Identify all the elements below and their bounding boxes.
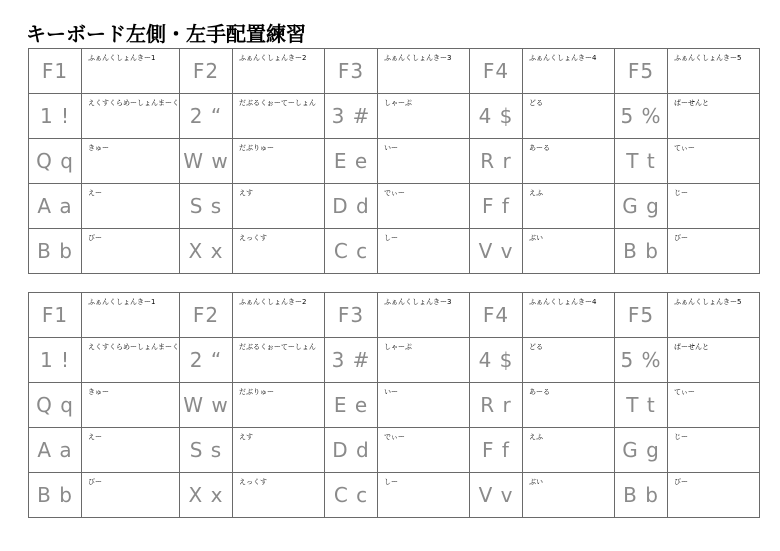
- key-label: R r: [470, 383, 523, 428]
- key-label: S s: [180, 184, 233, 229]
- reading-cell: [233, 428, 325, 473]
- reading-cell: [378, 293, 470, 338]
- reading-cell: [378, 94, 470, 139]
- key-reading: いー: [384, 144, 398, 152]
- reading-cell: [82, 428, 180, 473]
- reading-cell: [233, 184, 325, 229]
- reading-cell: [523, 139, 615, 184]
- key-label: 5 %: [615, 338, 668, 383]
- key-label: E e: [325, 383, 378, 428]
- key-label: A a: [29, 428, 82, 473]
- reading-cell: [378, 49, 470, 94]
- reading-cell: [668, 338, 760, 383]
- key-label: 3 #: [325, 338, 378, 383]
- key-label: B b: [29, 473, 82, 518]
- key-label: V v: [470, 229, 523, 274]
- reading-cell: [233, 139, 325, 184]
- key-reading: てぃー: [674, 388, 695, 396]
- key-label: Q q: [29, 383, 82, 428]
- table-row: [29, 383, 760, 428]
- reading-cell: [378, 338, 470, 383]
- reading-cell: [233, 94, 325, 139]
- reading-cell: [82, 94, 180, 139]
- key-reading: えす: [239, 189, 253, 197]
- reading-cell: [668, 94, 760, 139]
- key-reading: ぱーせんと: [674, 99, 709, 107]
- key-label: W w: [180, 383, 233, 428]
- key-label: F1: [29, 293, 82, 338]
- key-reading: ふぁんくしょんきー2: [239, 54, 307, 62]
- key-reading: でぃー: [384, 433, 405, 441]
- table-row: [29, 139, 760, 184]
- key-label: G g: [615, 428, 668, 473]
- reading-cell: [233, 293, 325, 338]
- key-label: F f: [470, 184, 523, 229]
- reading-cell: [523, 293, 615, 338]
- key-reading: じー: [674, 433, 688, 441]
- key-reading: しー: [384, 234, 398, 242]
- key-reading: しゃーぷ: [384, 99, 412, 107]
- key-reading: ぱーせんと: [674, 343, 709, 351]
- reading-cell: [233, 229, 325, 274]
- key-label: F f: [470, 428, 523, 473]
- reading-cell: [668, 229, 760, 274]
- key-reading: だぶるくぉーてーしょん: [239, 343, 316, 351]
- key-reading: だぶりゅー: [239, 388, 274, 396]
- key-label: 1 !: [29, 338, 82, 383]
- key-reading: あーる: [529, 388, 550, 396]
- table-row: [29, 184, 760, 229]
- key-label: Q q: [29, 139, 82, 184]
- reading-cell: [668, 428, 760, 473]
- key-label: F5: [615, 293, 668, 338]
- key-reading: びー: [88, 234, 102, 242]
- reading-cell: [523, 338, 615, 383]
- key-reading: ふぁんくしょんきー1: [88, 298, 156, 306]
- key-label: F1: [29, 49, 82, 94]
- table-row: [29, 293, 760, 338]
- key-reading: びー: [674, 478, 688, 486]
- key-reading: どる: [529, 343, 543, 351]
- reading-cell: [233, 473, 325, 518]
- key-label: F3: [325, 293, 378, 338]
- key-reading: だぶりゅー: [239, 144, 274, 152]
- key-label: B b: [29, 229, 82, 274]
- key-label: B b: [615, 473, 668, 518]
- key-reading: どる: [529, 99, 543, 107]
- key-reading: でぃー: [384, 189, 405, 197]
- key-label: 2 “: [180, 94, 233, 139]
- key-label: F2: [180, 49, 233, 94]
- key-label: F2: [180, 293, 233, 338]
- table-row: [29, 428, 760, 473]
- key-label: X x: [180, 473, 233, 518]
- key-reading: てぃー: [674, 144, 695, 152]
- key-label: T t: [615, 383, 668, 428]
- key-reading: じー: [674, 189, 688, 197]
- reading-cell: [523, 94, 615, 139]
- key-label: F4: [470, 49, 523, 94]
- key-label: 3 #: [325, 94, 378, 139]
- key-reading: だぶるくぉーてーしょん: [239, 99, 316, 107]
- reading-cell: [82, 229, 180, 274]
- practice-table-2: [28, 292, 760, 518]
- reading-cell: [668, 184, 760, 229]
- reading-cell: [378, 184, 470, 229]
- key-reading: えくすくらめーしょんまーく: [88, 343, 179, 351]
- key-label: X x: [180, 229, 233, 274]
- key-label: W w: [180, 139, 233, 184]
- key-label: D d: [325, 428, 378, 473]
- key-label: 4 $: [470, 338, 523, 383]
- page-title: キーボード左側・左手配置練習: [26, 22, 306, 46]
- key-reading: あーる: [529, 144, 550, 152]
- reading-cell: [523, 184, 615, 229]
- practice-table-1: [28, 48, 760, 274]
- key-reading: びー: [88, 478, 102, 486]
- reading-cell: [233, 49, 325, 94]
- key-reading: しゃーぷ: [384, 343, 412, 351]
- key-reading: えくすくらめーしょんまーく: [88, 99, 179, 107]
- reading-cell: [82, 473, 180, 518]
- key-reading: ふぁんくしょんきー1: [88, 54, 156, 62]
- key-reading: ふぁんくしょんきー4: [529, 54, 597, 62]
- key-reading: えふ: [529, 433, 543, 441]
- reading-cell: [378, 428, 470, 473]
- table-row: [29, 229, 760, 274]
- reading-cell: [82, 139, 180, 184]
- key-label: F4: [470, 293, 523, 338]
- key-reading: きゅー: [88, 388, 109, 396]
- key-label: 5 %: [615, 94, 668, 139]
- key-reading: きゅー: [88, 144, 109, 152]
- key-label: D d: [325, 184, 378, 229]
- reading-cell: [668, 383, 760, 428]
- reading-cell: [233, 338, 325, 383]
- key-reading: びー: [674, 234, 688, 242]
- key-label: F3: [325, 49, 378, 94]
- reading-cell: [523, 428, 615, 473]
- key-reading: えっくす: [239, 478, 267, 486]
- key-reading: ぶい: [529, 234, 543, 242]
- reading-cell: [668, 473, 760, 518]
- reading-cell: [233, 383, 325, 428]
- key-label: 4 $: [470, 94, 523, 139]
- key-label: G g: [615, 184, 668, 229]
- key-label: C c: [325, 473, 378, 518]
- key-reading: ぶい: [529, 478, 543, 486]
- reading-cell: [523, 229, 615, 274]
- reading-cell: [82, 293, 180, 338]
- key-label: 1 !: [29, 94, 82, 139]
- reading-cell: [378, 229, 470, 274]
- reading-cell: [523, 383, 615, 428]
- reading-cell: [82, 49, 180, 94]
- key-reading: いー: [384, 388, 398, 396]
- key-label: F5: [615, 49, 668, 94]
- reading-cell: [378, 473, 470, 518]
- key-label: S s: [180, 428, 233, 473]
- key-label: T t: [615, 139, 668, 184]
- key-label: R r: [470, 139, 523, 184]
- table-row: [29, 338, 760, 383]
- key-reading: ふぁんくしょんきー5: [674, 54, 742, 62]
- key-label: 2 “: [180, 338, 233, 383]
- key-label: B b: [615, 229, 668, 274]
- key-reading: ふぁんくしょんきー3: [384, 54, 452, 62]
- key-reading: えー: [88, 433, 102, 441]
- reading-cell: [668, 139, 760, 184]
- reading-cell: [82, 338, 180, 383]
- reading-cell: [378, 383, 470, 428]
- reading-cell: [523, 49, 615, 94]
- reading-cell: [82, 383, 180, 428]
- key-reading: えふ: [529, 189, 543, 197]
- reading-cell: [523, 473, 615, 518]
- key-reading: えー: [88, 189, 102, 197]
- key-reading: しー: [384, 478, 398, 486]
- key-label: A a: [29, 184, 82, 229]
- reading-cell: [668, 49, 760, 94]
- reading-cell: [668, 293, 760, 338]
- table-row: [29, 94, 760, 139]
- key-reading: ふぁんくしょんきー4: [529, 298, 597, 306]
- key-reading: ふぁんくしょんきー3: [384, 298, 452, 306]
- key-reading: えす: [239, 433, 253, 441]
- key-reading: ふぁんくしょんきー2: [239, 298, 307, 306]
- table-row: [29, 49, 760, 94]
- key-label: C c: [325, 229, 378, 274]
- reading-cell: [378, 139, 470, 184]
- key-reading: えっくす: [239, 234, 267, 242]
- key-label: V v: [470, 473, 523, 518]
- reading-cell: [82, 184, 180, 229]
- key-reading: ふぁんくしょんきー5: [674, 298, 742, 306]
- table-row: [29, 473, 760, 518]
- key-label: E e: [325, 139, 378, 184]
